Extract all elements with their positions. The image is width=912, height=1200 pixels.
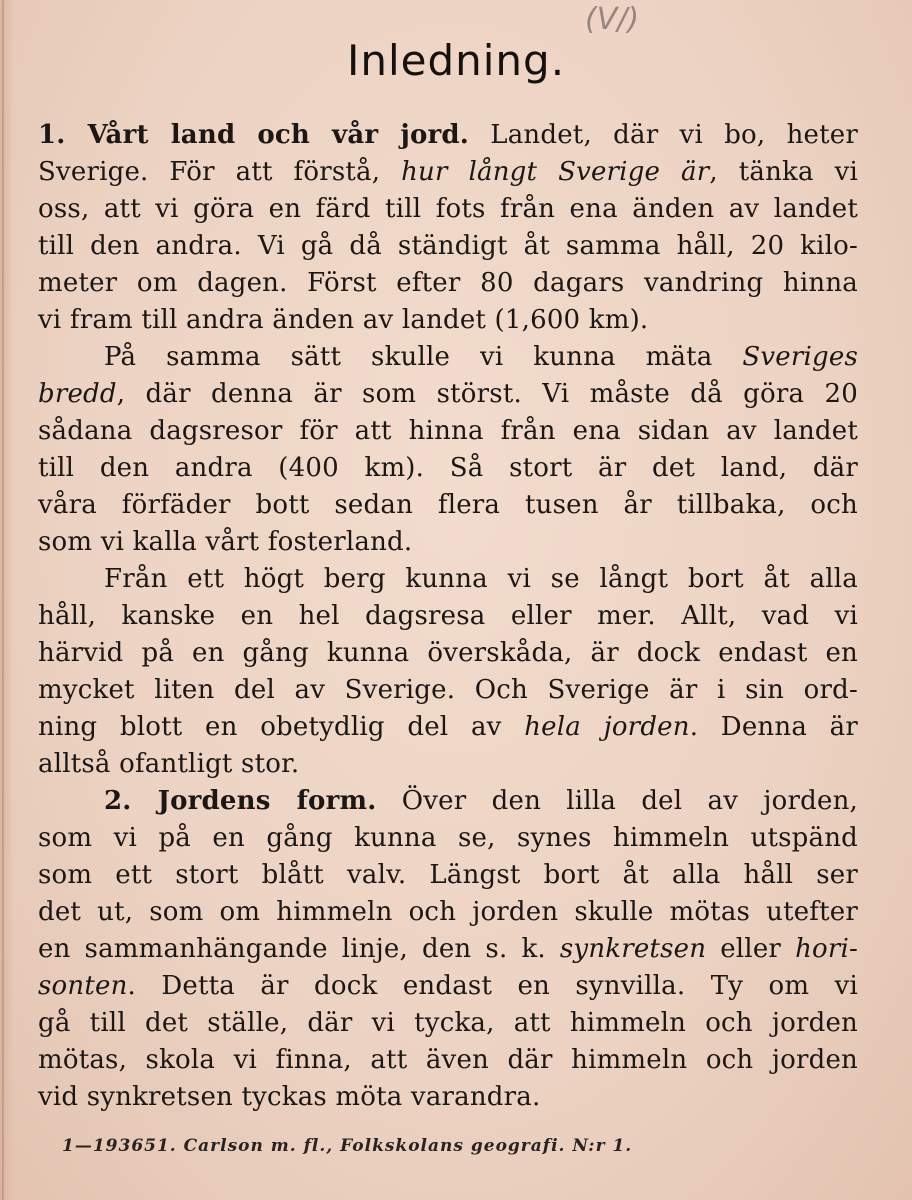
page-footer: 1—193651. Carlson m. fl., Folkskolans geografi. N:r 1. xyxy=(62,1136,633,1156)
text-line xyxy=(38,561,858,598)
text-line xyxy=(38,894,858,931)
text-run: mycket liten del av Sverige. Och Sverige är i sin ord- xyxy=(38,675,858,705)
emphasis-text: Sveriges xyxy=(742,342,858,372)
text-run: alltså ofantligt stor. xyxy=(38,749,300,779)
text-line xyxy=(38,857,858,894)
text-line xyxy=(38,709,858,746)
text-line xyxy=(38,339,858,376)
text-run: som vi på en gång kunna se, synes himmeln utspänd xyxy=(38,823,858,853)
text-run: På samma sätt skulle vi kunna mäta xyxy=(104,342,743,372)
pencil-annotation: (V/) xyxy=(585,2,640,37)
text-run: ning blott en obetydlig del av xyxy=(38,712,525,742)
text-run: Landet, där vi bo, heter xyxy=(469,120,858,150)
text-run: vid synkretsen tyckas möta varandra. xyxy=(38,1082,541,1112)
text-line xyxy=(38,746,858,783)
text-line xyxy=(38,783,858,820)
text-run: oss, att vi göra en färd till fots från ena änden av landet xyxy=(38,194,858,224)
text-run: mötas, skola vi finna, att även där himmeln och jorden xyxy=(38,1045,858,1075)
text-line xyxy=(38,191,858,228)
text-line xyxy=(38,413,858,450)
emphasis-text: sonten xyxy=(38,971,128,1001)
text-run: , tänka vi xyxy=(709,157,858,187)
text-run: en sammanhängande linje, den s. k. xyxy=(38,934,560,964)
section-heading: 1. Vårt land och vår jord. xyxy=(38,120,470,150)
emphasis-text: hur långt Sverige är xyxy=(401,157,710,187)
paragraph xyxy=(38,561,858,783)
page-crease xyxy=(2,0,4,1200)
emphasis-text: hela jorden xyxy=(524,712,690,742)
text-run: eller xyxy=(706,934,796,964)
text-run: Från ett högt berg kunna vi se långt bort åt alla xyxy=(104,564,858,594)
text-run: härvid på en gång kunna överskåda, är dock endast en xyxy=(38,638,858,668)
text-run: till den andra (400 km). Så stort är det land, där xyxy=(38,453,858,483)
text-run: våra förfäder bott sedan flera tusen år tillbaka, och xyxy=(38,490,858,520)
text-run: Över den lilla del av jorden, xyxy=(376,786,858,816)
paragraph xyxy=(38,339,858,561)
paragraph xyxy=(38,783,858,1116)
text-run: . Denna är xyxy=(689,712,858,742)
text-line xyxy=(38,524,858,561)
body-text xyxy=(38,117,858,1116)
text-line xyxy=(38,154,858,191)
page-title: Inledning. xyxy=(346,36,566,85)
text-run: . Detta är dock endast en synvilla. Ty om vi xyxy=(127,971,858,1001)
text-line xyxy=(38,598,858,635)
text-line xyxy=(38,265,858,302)
text-line xyxy=(38,117,858,154)
text-run: , där denna är som störst. Vi måste då göra 20 xyxy=(116,379,858,409)
text-line xyxy=(38,1079,858,1116)
emphasis-text: synkretsen xyxy=(559,934,707,964)
text-line xyxy=(38,672,858,709)
text-line xyxy=(38,487,858,524)
text-run: det ut, som om himmeln och jorden skulle mötas utefter xyxy=(38,897,858,927)
text-run: som vi kalla vårt fosterland. xyxy=(38,527,413,557)
text-line xyxy=(38,931,858,968)
text-run: vi fram till andra änden av landet (1,600 km). xyxy=(38,305,649,335)
text-run: till den andra. Vi gå då ständigt åt samma håll, 20 kilo- xyxy=(38,231,858,261)
text-run: meter om dagen. Först efter 80 dagars vandring hinna xyxy=(38,268,858,298)
text-run: Sverige. För att förstå, xyxy=(38,157,402,187)
text-line xyxy=(38,1042,858,1079)
text-line xyxy=(38,228,858,265)
section-heading: 2. Jordens form. xyxy=(104,786,377,816)
text-line xyxy=(38,302,858,339)
emphasis-text: bredd xyxy=(38,379,117,409)
emphasis-text: hori- xyxy=(795,934,858,964)
text-line xyxy=(38,820,858,857)
text-run: sådana dagsresor för att hinna från ena sidan av landet xyxy=(38,416,858,446)
text-line xyxy=(38,450,858,487)
text-line xyxy=(38,1005,858,1042)
text-line xyxy=(38,376,858,413)
text-line xyxy=(38,968,858,1005)
text-line xyxy=(38,635,858,672)
text-run: håll, kanske en hel dagsresa eller mer. Allt, vad vi xyxy=(38,601,858,631)
text-run: gå till det ställe, där vi tycka, att himmeln och jorden xyxy=(38,1008,858,1038)
text-run: som ett stort blått valv. Längst bort åt alla håll ser xyxy=(38,860,858,890)
paragraph xyxy=(38,117,858,339)
